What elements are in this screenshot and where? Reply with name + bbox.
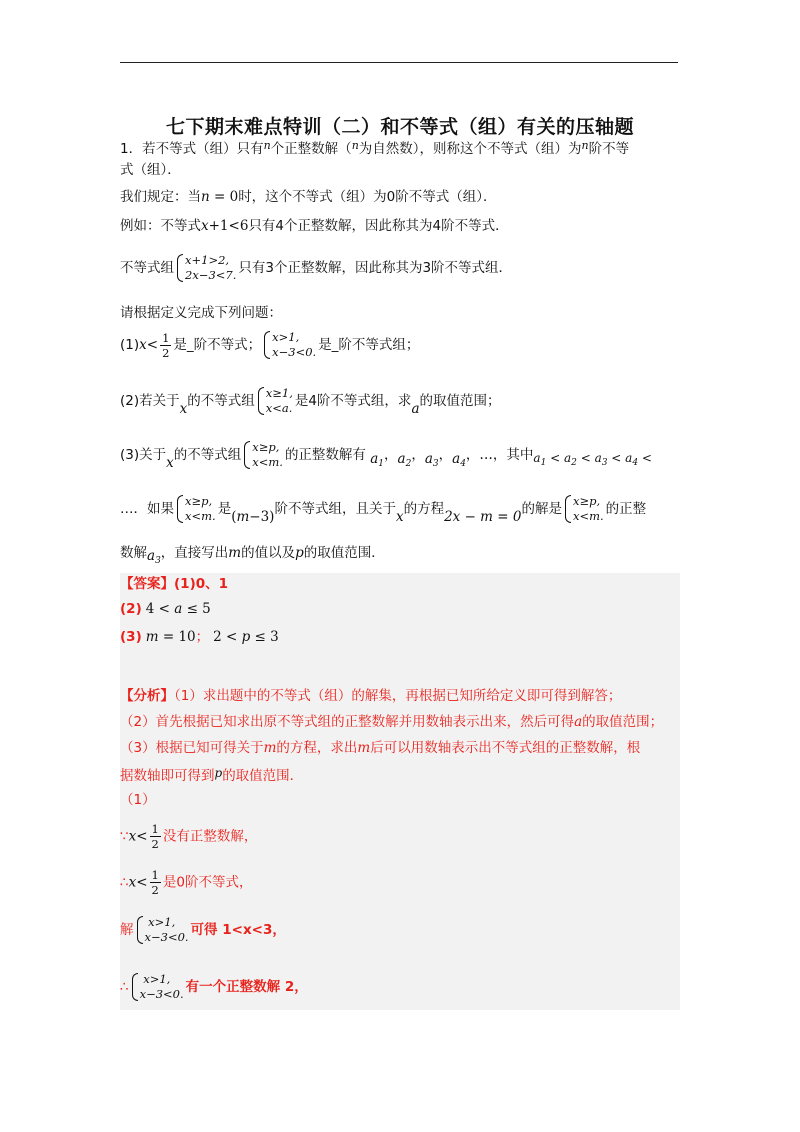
solution-1-header: （1） xyxy=(120,792,156,808)
solution-because-text: 没有正整数解， xyxy=(162,828,258,845)
part3-line-1: (3)关于x的不等式组 x≥p, x<m. 的正整数解有 $a_1$，$a_2$，$a_3$，$a_4$，…，其中$a_1 < a_2 < a_3 < a_4$ < xyxy=(120,440,652,471)
because-symbol: ∵ xyxy=(120,828,129,845)
part1-text-b: 是_阶不等式； xyxy=(173,337,262,353)
header-rule xyxy=(120,62,678,63)
answer-3-num: (3) xyxy=(120,629,142,645)
part2-text-a: (2)若关于 xyxy=(120,393,180,409)
analysis-2b: 的取值范围； xyxy=(582,714,664,730)
conclusion-text: 有一个正整数解 2， xyxy=(185,979,308,995)
part3-text-g: 是 xyxy=(217,501,232,517)
example2-line xyxy=(120,253,512,283)
part3-text-c: 的正整数解有 xyxy=(284,447,366,463)
q1-text-a: 1．若不等式（组）只有 xyxy=(120,141,264,157)
part3-text-a: (3)关于 xyxy=(120,447,167,463)
analysis-line-4: 据数轴即可得到p的取值范围． xyxy=(120,766,304,784)
q1-text-c: 为自然数），则称这个不等式（组）为 xyxy=(358,141,582,157)
page-title: 七下期末难点特训（二）和不等式（组）有关的压轴题 xyxy=(165,116,634,138)
half-fraction-2: $\frac{1}{2}$ xyxy=(151,822,159,851)
example2-system: x+1>2, 2x−3<7. xyxy=(176,253,236,283)
part3-text-e: ，其中 xyxy=(492,447,534,463)
part1-num: (1) xyxy=(120,337,140,353)
part3-system-2: x≥p, x<m. xyxy=(176,494,216,524)
conclusion-system: x>1, x−3<0. xyxy=(131,972,184,1002)
comma-1: ， xyxy=(384,447,398,463)
part3-system-1: x≥p, x<m. xyxy=(243,440,283,470)
part2-line: (2)若关于x的不等式组 x≥1, x<a. 是4阶不等式组，求a的取值范围； xyxy=(120,386,501,417)
analysis-3a: （3）根据已知可得关于 xyxy=(120,740,264,756)
part3-text-h: 阶不等式组，且关于 xyxy=(274,501,396,517)
analysis-3e: 的取值范围． xyxy=(222,768,304,784)
part3-text-j: 的解是 xyxy=(521,501,562,517)
part3-line-3: 数解$a_3$，直接写出m的值以及p的取值范围． xyxy=(120,545,385,566)
answer-1: (1)0、1 xyxy=(174,576,229,592)
solution-line-therefore: ∴x< $\frac{1}{2}$ 是0阶不等式， xyxy=(120,868,253,897)
answer-line-2: (2) 4 < a ≤ 5 xyxy=(120,601,211,617)
analysis-3b: 的方程，求出 xyxy=(276,740,358,756)
solution-line-solve xyxy=(120,915,286,945)
part3-line-2: …．如果 x≥p, x<m. 是(m−3)阶不等式组，且关于x的方程2x − m = 0的解是 x≥p, x<m. 的正整 xyxy=(120,494,647,525)
part2-text-d: 的取值范围； xyxy=(419,393,501,409)
analysis-label: 【分析】 xyxy=(120,688,174,704)
part3-text-i: 的方程 xyxy=(403,501,445,517)
part3-text-m: ，直接写出 xyxy=(160,545,229,561)
half-fraction: $\frac{1}{2}$ xyxy=(162,330,170,360)
analysis-line-2: （2）首先根据已知求出原不等式组的正整数解并用数轴表示出来，然后可得a的取值范围； xyxy=(120,714,664,730)
rule-text-a: 我们规定：当 xyxy=(120,189,201,205)
q1-text-d: 阶不等 xyxy=(588,141,630,157)
part3-text-n: 的值以及 xyxy=(241,545,296,561)
part1-text-c: 是_阶不等式组； xyxy=(318,337,420,353)
part3-text-f: …．如果 xyxy=(120,501,174,517)
solve-result: 可得 1<x<3， xyxy=(190,922,286,938)
solution-therefore-text: 是0阶不等式， xyxy=(162,874,253,891)
q1-line-2: 式（组）． xyxy=(120,162,181,178)
part2-text-b: 的不等式组 xyxy=(187,393,255,409)
answer-label: 【答案】 xyxy=(120,576,174,592)
rule-line: 我们规定：当n = 0时，这个不等式（组）为0阶不等式（组）． xyxy=(120,189,497,205)
part1-line: (1)x< $\frac{1}{2}$ 是_阶不等式； x>1, x−3<0. 是_阶不等式组； xyxy=(120,330,420,360)
part3-text-b: 的不等式组 xyxy=(173,447,242,463)
solve-label: 解 xyxy=(120,922,134,938)
answer-line-3: (3) m = 10； 2 < p ≤ 3 xyxy=(120,629,279,645)
solution-line-conclusion xyxy=(120,972,308,1002)
analysis-3c: 后可以用数轴表示出不等式组的正整数解，根 xyxy=(370,740,641,756)
half-fraction-3: $\frac{1}{2}$ xyxy=(151,868,159,897)
rule-text-b: 时，这个不等式（组）为0阶不等式（组）． xyxy=(238,189,497,205)
part3-text-l: 数解 xyxy=(120,545,147,561)
answer-2-num: (2) xyxy=(120,601,142,617)
analysis-2a: （2）首先根据已知求出原不等式组的正整数解并用数轴表示出来，然后可得 xyxy=(120,714,575,730)
analysis-3d: 据数轴即可得到 xyxy=(120,768,215,784)
therefore-symbol: ∴ xyxy=(120,874,129,891)
analysis-1: （1）求出题中的不等式（组）的解集，再根据已知所给定义即可得到解答； xyxy=(174,688,622,704)
q1-text-b: 个正整数解（ xyxy=(270,141,352,157)
q1-line-1: 1．若不等式（组）只有$^n$个正整数解（$^n$为自然数），则称这个不等式（组）为$^n$阶不等 xyxy=(120,139,630,157)
comma-2: ， xyxy=(411,447,425,463)
part3-system-3: x≥p, x<m. xyxy=(564,494,604,524)
example2-text-b: 只有3个正整数解，因此称其为3阶不等式组． xyxy=(238,260,513,276)
example2-text-a: 不等式组 xyxy=(120,260,174,276)
part3-text-k: 的正整 xyxy=(605,501,647,517)
answer-line-1 xyxy=(120,574,228,594)
analysis-line-1 xyxy=(120,686,621,706)
therefore-symbol-2: ∴ xyxy=(120,979,129,995)
solution-line-because: ∵x< $\frac{1}{2}$ 没有正整数解， xyxy=(120,822,258,851)
part3-text-o: 的取值范围． xyxy=(303,545,385,561)
example-text-b: 只有4个正整数解，因此称其为4阶不等式． xyxy=(248,218,509,234)
part2-system: x≥1, x<a. xyxy=(257,386,293,416)
example-text-a: 例如：不等式 xyxy=(120,218,201,234)
part1-system: x>1, x−3<0. xyxy=(263,330,316,360)
comma-3: ， xyxy=(438,447,453,463)
analysis-line-3: （3）根据已知可得关于m的方程，求出m后可以用数轴表示出不等式组的正整数解，根 xyxy=(120,740,641,756)
part2-text-c: 是4阶不等式组，求 xyxy=(294,393,412,409)
ask-line: 请根据定义完成下列问题： xyxy=(120,305,282,321)
solve-system: x>1, x−3<0. xyxy=(136,915,189,945)
example-line: 例如：不等式x+1<6只有4个正整数解，因此称其为4阶不等式． xyxy=(120,218,509,234)
